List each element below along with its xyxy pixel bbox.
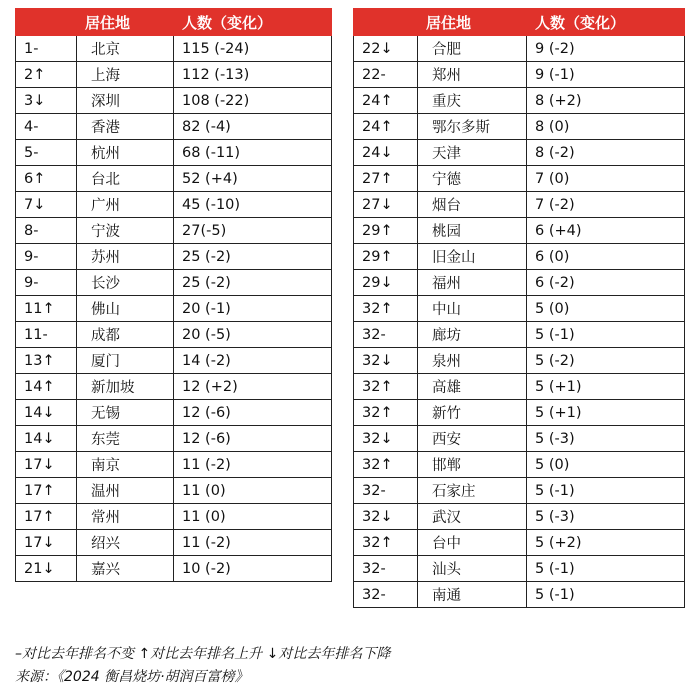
table-row bbox=[16, 296, 332, 322]
city-cell: 旧金山 bbox=[418, 244, 527, 270]
rank-cell: 27↑ bbox=[354, 166, 418, 192]
table-row bbox=[16, 504, 332, 530]
rank-cell: 29↑ bbox=[354, 244, 418, 270]
table-row bbox=[354, 166, 685, 192]
ranking-table-left bbox=[15, 8, 332, 582]
header-rank bbox=[354, 9, 418, 36]
rank-cell: 11↑ bbox=[16, 296, 77, 322]
table-row bbox=[16, 140, 332, 166]
count-cell: 7 (0) bbox=[527, 166, 685, 192]
count-cell: 6 (-2) bbox=[527, 270, 685, 296]
rank-cell: 32↑ bbox=[354, 374, 418, 400]
city-cell: 常州 bbox=[77, 504, 174, 530]
table-row bbox=[354, 62, 685, 88]
city-cell: 嘉兴 bbox=[77, 556, 174, 582]
rank-cell: 32- bbox=[354, 582, 418, 608]
count-cell: 5 (+1) bbox=[527, 400, 685, 426]
table-row bbox=[354, 218, 685, 244]
city-cell: 邯郸 bbox=[418, 452, 527, 478]
count-cell: 11 (0) bbox=[174, 478, 332, 504]
source-note: 来源：《2024 衡昌烧坊·胡润百富榜》 bbox=[15, 669, 249, 685]
rank-cell: 17↑ bbox=[16, 504, 77, 530]
rank-cell: 24↑ bbox=[354, 114, 418, 140]
count-cell: 12 (-6) bbox=[174, 400, 332, 426]
city-cell: 重庆 bbox=[418, 88, 527, 114]
table-row bbox=[16, 88, 332, 114]
count-cell: 11 (-2) bbox=[174, 530, 332, 556]
rank-cell: 5- bbox=[16, 140, 77, 166]
table-row bbox=[16, 556, 332, 582]
table-row bbox=[16, 348, 332, 374]
count-cell: 8 (+2) bbox=[527, 88, 685, 114]
table-row bbox=[354, 582, 685, 608]
table-row bbox=[16, 400, 332, 426]
count-cell: 112 (-13) bbox=[174, 62, 332, 88]
table-row bbox=[354, 556, 685, 582]
city-cell: 新竹 bbox=[418, 400, 527, 426]
city-cell: 长沙 bbox=[77, 270, 174, 296]
city-cell: 台北 bbox=[77, 166, 174, 192]
table-row bbox=[354, 244, 685, 270]
table-row bbox=[354, 140, 685, 166]
rank-cell: 29↑ bbox=[354, 218, 418, 244]
header-count: 人数（变化） bbox=[527, 9, 685, 36]
table-row bbox=[354, 348, 685, 374]
table-row bbox=[354, 36, 685, 62]
rank-cell: 32- bbox=[354, 556, 418, 582]
rank-cell: 27↓ bbox=[354, 192, 418, 218]
count-cell: 5 (-1) bbox=[527, 322, 685, 348]
table-row bbox=[16, 244, 332, 270]
city-cell: 宁德 bbox=[418, 166, 527, 192]
table-row bbox=[16, 452, 332, 478]
count-cell: 20 (-5) bbox=[174, 322, 332, 348]
count-cell: 108 (-22) bbox=[174, 88, 332, 114]
rank-cell: 11- bbox=[16, 322, 77, 348]
city-cell: 南京 bbox=[77, 452, 174, 478]
count-cell: 5 (0) bbox=[527, 452, 685, 478]
table-row bbox=[354, 478, 685, 504]
rank-cell: 22- bbox=[354, 62, 418, 88]
rank-cell: 21↓ bbox=[16, 556, 77, 582]
city-cell: 烟台 bbox=[418, 192, 527, 218]
count-cell: 5 (-3) bbox=[527, 426, 685, 452]
header-city: 居住地 bbox=[77, 9, 174, 36]
rank-cell: 9- bbox=[16, 270, 77, 296]
rank-cell: 4- bbox=[16, 114, 77, 140]
table-row bbox=[354, 88, 685, 114]
city-cell: 廊坊 bbox=[418, 322, 527, 348]
city-cell: 杭州 bbox=[77, 140, 174, 166]
city-cell: 中山 bbox=[418, 296, 527, 322]
city-cell: 鄂尔多斯 bbox=[418, 114, 527, 140]
rank-cell: 24↓ bbox=[354, 140, 418, 166]
rank-cell: 14↑ bbox=[16, 374, 77, 400]
count-cell: 5 (-1) bbox=[527, 556, 685, 582]
count-cell: 45 (-10) bbox=[174, 192, 332, 218]
city-cell: 香港 bbox=[77, 114, 174, 140]
rank-cell: 2↑ bbox=[16, 62, 77, 88]
count-cell: 5 (-1) bbox=[527, 478, 685, 504]
header-count: 人数（变化） bbox=[174, 9, 332, 36]
city-cell: 温州 bbox=[77, 478, 174, 504]
count-cell: 5 (-3) bbox=[527, 504, 685, 530]
count-cell: 52 (+4) bbox=[174, 166, 332, 192]
count-cell: 5 (+2) bbox=[527, 530, 685, 556]
rank-cell: 7↓ bbox=[16, 192, 77, 218]
table-row bbox=[16, 322, 332, 348]
city-cell: 宁波 bbox=[77, 218, 174, 244]
city-cell: 佛山 bbox=[77, 296, 174, 322]
table-row bbox=[16, 530, 332, 556]
legend-note: –对比去年排名不变 ↑对比去年排名上升 ↓对比去年排名下降 bbox=[15, 646, 391, 662]
count-cell: 14 (-2) bbox=[174, 348, 332, 374]
city-cell: 西安 bbox=[418, 426, 527, 452]
city-cell: 石家庄 bbox=[418, 478, 527, 504]
count-cell: 115 (-24) bbox=[174, 36, 332, 62]
rank-cell: 32- bbox=[354, 478, 418, 504]
table-row bbox=[354, 322, 685, 348]
city-cell: 桃园 bbox=[418, 218, 527, 244]
rank-cell: 32↑ bbox=[354, 452, 418, 478]
city-cell: 东莞 bbox=[77, 426, 174, 452]
table-row bbox=[16, 270, 332, 296]
city-cell: 郑州 bbox=[418, 62, 527, 88]
city-cell: 合肥 bbox=[418, 36, 527, 62]
rank-cell: 8- bbox=[16, 218, 77, 244]
table-row bbox=[354, 400, 685, 426]
rank-cell: 29↓ bbox=[354, 270, 418, 296]
rank-cell: 17↓ bbox=[16, 530, 77, 556]
rank-cell: 32↓ bbox=[354, 426, 418, 452]
rank-cell: 24↑ bbox=[354, 88, 418, 114]
ranking-table-right bbox=[353, 8, 685, 608]
rank-cell: 9- bbox=[16, 244, 77, 270]
count-cell: 5 (0) bbox=[527, 296, 685, 322]
city-cell: 高雄 bbox=[418, 374, 527, 400]
rank-cell: 32↑ bbox=[354, 296, 418, 322]
count-cell: 68 (-11) bbox=[174, 140, 332, 166]
count-cell: 8 (0) bbox=[527, 114, 685, 140]
city-cell: 广州 bbox=[77, 192, 174, 218]
count-cell: 12 (-6) bbox=[174, 426, 332, 452]
city-cell: 深圳 bbox=[77, 88, 174, 114]
city-cell: 福州 bbox=[418, 270, 527, 296]
city-cell: 苏州 bbox=[77, 244, 174, 270]
city-cell: 台中 bbox=[418, 530, 527, 556]
rank-cell: 32↑ bbox=[354, 400, 418, 426]
table-row bbox=[16, 166, 332, 192]
table-row bbox=[354, 374, 685, 400]
rank-cell: 6↑ bbox=[16, 166, 77, 192]
rank-cell: 14↓ bbox=[16, 400, 77, 426]
count-cell: 5 (-2) bbox=[527, 348, 685, 374]
table-row bbox=[16, 62, 332, 88]
city-cell: 无锡 bbox=[77, 400, 174, 426]
table-row bbox=[354, 452, 685, 478]
header-city: 居住地 bbox=[418, 9, 527, 36]
count-cell: 6 (+4) bbox=[527, 218, 685, 244]
count-cell: 7 (-2) bbox=[527, 192, 685, 218]
rank-cell: 13↑ bbox=[16, 348, 77, 374]
table-row bbox=[354, 192, 685, 218]
table-row bbox=[16, 374, 332, 400]
rank-cell: 32↓ bbox=[354, 504, 418, 530]
city-cell: 汕头 bbox=[418, 556, 527, 582]
count-cell: 5 (-1) bbox=[527, 582, 685, 608]
rank-cell: 1- bbox=[16, 36, 77, 62]
rank-cell: 17↑ bbox=[16, 478, 77, 504]
count-cell: 25 (-2) bbox=[174, 244, 332, 270]
rank-cell: 32↑ bbox=[354, 530, 418, 556]
table-row bbox=[16, 114, 332, 140]
city-cell: 武汉 bbox=[418, 504, 527, 530]
count-cell: 27(-5) bbox=[174, 218, 332, 244]
table-header-row bbox=[354, 9, 685, 36]
city-cell: 上海 bbox=[77, 62, 174, 88]
count-cell: 11 (0) bbox=[174, 504, 332, 530]
table-row bbox=[16, 478, 332, 504]
city-cell: 泉州 bbox=[418, 348, 527, 374]
city-cell: 厦门 bbox=[77, 348, 174, 374]
city-cell: 天津 bbox=[418, 140, 527, 166]
table-row bbox=[354, 504, 685, 530]
count-cell: 25 (-2) bbox=[174, 270, 332, 296]
rank-cell: 17↓ bbox=[16, 452, 77, 478]
count-cell: 20 (-1) bbox=[174, 296, 332, 322]
city-cell: 北京 bbox=[77, 36, 174, 62]
count-cell: 9 (-1) bbox=[527, 62, 685, 88]
rank-cell: 32- bbox=[354, 322, 418, 348]
header-rank bbox=[16, 9, 77, 36]
city-cell: 绍兴 bbox=[77, 530, 174, 556]
table-row bbox=[16, 218, 332, 244]
city-cell: 新加坡 bbox=[77, 374, 174, 400]
count-cell: 82 (-4) bbox=[174, 114, 332, 140]
count-cell: 9 (-2) bbox=[527, 36, 685, 62]
table-row bbox=[16, 36, 332, 62]
rank-cell: 32↓ bbox=[354, 348, 418, 374]
table-row bbox=[354, 114, 685, 140]
table-row bbox=[354, 426, 685, 452]
count-cell: 11 (-2) bbox=[174, 452, 332, 478]
table-row bbox=[354, 530, 685, 556]
rank-cell: 3↓ bbox=[16, 88, 77, 114]
rank-cell: 22↓ bbox=[354, 36, 418, 62]
count-cell: 5 (+1) bbox=[527, 374, 685, 400]
city-cell: 成都 bbox=[77, 322, 174, 348]
table-header-row bbox=[16, 9, 332, 36]
city-cell: 南通 bbox=[418, 582, 527, 608]
count-cell: 10 (-2) bbox=[174, 556, 332, 582]
table-row bbox=[354, 296, 685, 322]
rank-cell: 14↓ bbox=[16, 426, 77, 452]
count-cell: 8 (-2) bbox=[527, 140, 685, 166]
table-row bbox=[16, 426, 332, 452]
count-cell: 6 (0) bbox=[527, 244, 685, 270]
table-row bbox=[354, 270, 685, 296]
count-cell: 12 (+2) bbox=[174, 374, 332, 400]
table-row bbox=[16, 192, 332, 218]
